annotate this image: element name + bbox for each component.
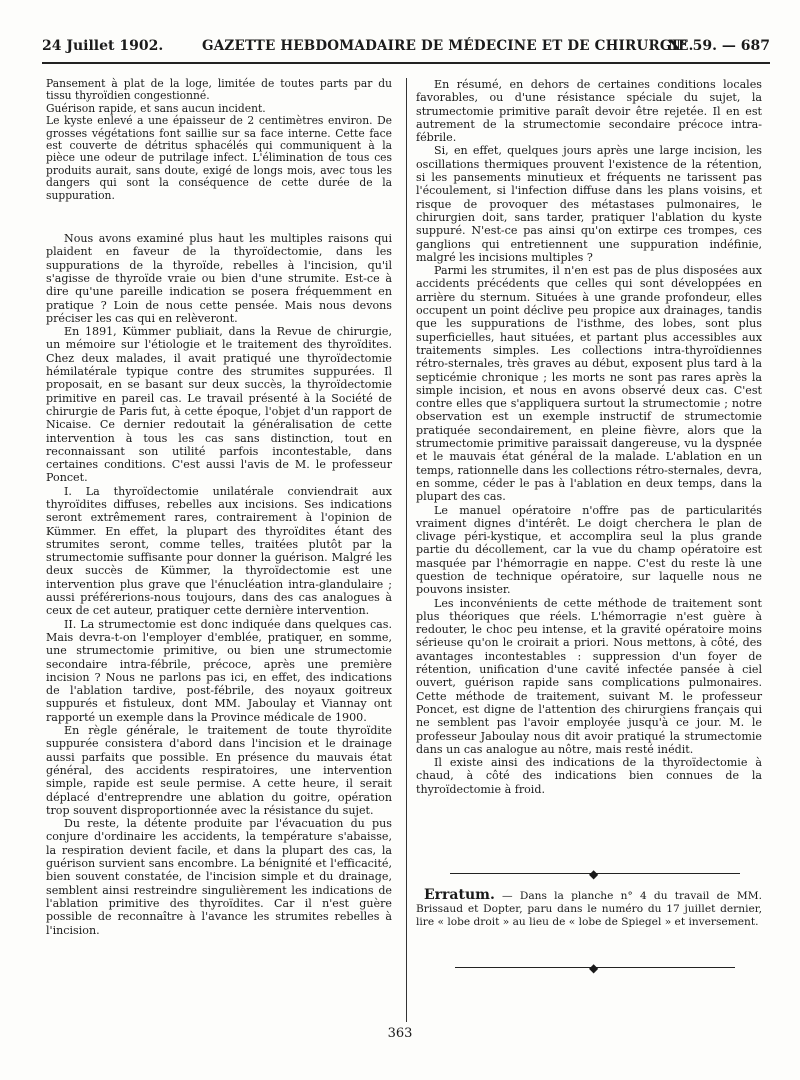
page-folio: 363: [387, 1026, 413, 1041]
case-note: [46, 78, 392, 202]
paragraph: Parmi les strumites, il n'en est pas de plus disposées aux accidents précédents que celles qui sont développées en arrière du sternum. Situées à une grande profondeur, elles occupent un point déclive peu propice aux drainages, tandis que les suppurations de l'isthme, des lobes, sont plus superficielles, haut situées, et partant plus accessibles aux traitements simples. Les collections intra-thyroïdiennes rétro-sternales, très graves au début, exposent plus tard à la septicémie chronique ; les morts ne sont pas rares après la simple incision, et nous en avons observé deux cas. C'est contre elles que s'appliquera surtout la strumectomie ; notre observation est un exemple instructif de strumectomie pratiquée secondairement, en pleine fièvre, alors que la strumectomie primitive paraissait dangereuse, vu la dyspnée et le mauvais état général de la malade. L'ablation en un temps, rationnelle dans les collections rétro-sternales, devra, en somme, céder le pas à l'ablation en deux temps, dans la plupart des cas.: [416, 264, 762, 504]
erratum-text: — Dans la planche n° 4 du travail de MM. Brissaud et Dopter, paru dans le numéro du 17 juillet dernier, lire « lobe droit » au lieu de « lobe de Spiegel » et inversement.: [416, 890, 762, 928]
paragraph: Si, en effet, quelques jours après une large incision, les oscillations thermiques prouvent l'existence de la rétention, si les pansements minutieux et fréquents ne tarissent pas l'écoulement, si l'infection diffuse dans les plans voisins, et risque de provoquer des métastases pulmonaires, le chirurgien doit, sans tarder, pratiquer l'ablation du kyste suppuré. N'est-ce pas ainsi qu'on extirpe ces trompes, ces ganglions qui entretiennent une suppuration indéfinie, malgré les incisions multiples ?: [416, 144, 762, 264]
paragraph: En résumé, en dehors de certaines conditions locales favorables, ou d'une résistance spéciale du sujet, la strumectomie primitive paraît devoir être rejetée. Il en est autrement de la strumectomie secondaire précoce intra-fébrile.: [416, 78, 762, 145]
paragraph: Le kyste enlevé a une épaisseur de 2 centimètres environ. De grosses végétations font saillie sur sa face interne. Cette face est couverte de détritus sphacélés qui communiquent à la pièce une odeur de putrilage infect. L'élimination de tous ces produits aurait, sans doute, exigé de longs mois, avec tous les dangers qui sont la conséquence de cette durée de la suppuration.: [46, 114, 392, 202]
ornamental-separator: ◆: [455, 962, 735, 974]
erratum-label: Erratum.: [424, 887, 495, 903]
paragraph: Le manuel opératoire n'offre pas de particularités vraiment dignes d'intérêt. Le doigt cherchera le plan de clivage péri-kystique, et accomplira seul la plus grande partie du décollement, car la vue du champ opératoire est masquée par l'hémorragie en nappe. C'est du reste là une question de technique opératoire, sur laquelle nous ne pouvons insister.: [416, 503, 762, 597]
journal-title: GAZETTE HEBDOMADAIRE DE MÉDECINE ET DE CHIRURGIE.: [202, 38, 694, 54]
column-divider: [406, 78, 407, 1022]
paragraph: II. La strumectomie est donc indiquée dans quelques cas. Mais devra-t-on l'employer d'emblée, pratiquer, en somme, une strumectomie primitive, ou bien une strumectomie secondaire intra-fébrile, précoce, après une première incision ? Nous ne parlons pas ici, en effet, des indications de l'ablation tardive, post-fébrile, des noyaux goitreux suppurés et fistuleux, dont MM. Jaboulay et Viannay ont rapporté un exemple dans la Province médicale de 1900.: [46, 617, 392, 724]
paragraph: Il existe ainsi des indications de la thyroïdectomie à chaud, à côté des indications bien connues de la thyroïdectomie à froid.: [416, 756, 762, 796]
issue-page-number: N° 59. — 687: [668, 38, 770, 54]
right-column: [416, 78, 762, 796]
paragraph: Les inconvénients de cette méthode de traitement sont plus théoriques que réels. L'hémorragie n'est guère à redouter, le choc peu intense, et la gravité opératoire moins sérieuse qu'on le croirait a priori. Nous mettons, à côté, des avantages incontestables : suppression d'un foyer de rétention, unification d'une cavité infectée pansée à ciel ouvert, guérison rapide sans complications pulmonaires. Cette méthode de traitement, suivant M. le professeur Poncet, est digne de l'attention des chirurgiens français qui ne semblent pas l'avoir employée jusqu'à ce jour. M. le professeur Jaboulay nous dit avoir pratiqué la strumectomie dans un cas analogue au nôtre, mais resté inédit.: [416, 596, 762, 756]
erratum-notice: [416, 889, 762, 929]
paragraph: En 1891, Kümmer publiait, dans la Revue de chirurgie, un mémoire sur l'étiologie et le traitement des thyroïdites. Chez deux malades, il avait pratiqué une thyroïdectomie hémilatérale typique contre des strumites suppurées. Il proposait, en se basant sur deux succès, la thyroïdectomie primitive en pareil cas. Le travail présenté à la Société de chirurgie de Paris fut, à cette époque, l'objet d'un rapport de Nicaise. Ce dernier redoutait la généralisation de cette intervention à tous les cas sans distinction, tout en reconnaissant son utilité parfois incontestable, dans certaines conditions. C'est aussi l'avis de M. le professeur Poncet.: [46, 325, 392, 485]
paragraph: Du reste, la détente produite par l'évacuation du pus conjure d'ordinaire les accidents, la température s'abaisse, la respiration devient facile, et dans la plupart des cas, la guérison survient sans encombre. La bénignité et l'efficacité, bien souvent constatée, de l'incision simple et du drainage, semblent ainsi restreindre singulièrement les indications de l'ablation primitive des thyroïdites. Car il n'est guère possible de reconnaître à l'avance les strumites rebelles à l'incision.: [46, 817, 392, 937]
paragraph: Guérison rapide, et sans aucun incident.: [46, 101, 266, 115]
paragraph: I. La thyroïdectomie unilatérale conviendrait aux thyroïdites diffuses, rebelles aux incisions. Ses indications seront extrêmement rares, contrairement à l'opinion de Kümmer. En effet, la plupart des thyroïdites étant des strumites seront, comme telles, traitées plutôt par la strumectomie suffisante pour donner la guérison. Malgré les deux succès de Kümmer, la thyroïdectomie est une intervention plus grave que l'énucléation intra-glandulaire ; aussi préférerions-nous toujours, dans des cas analogues à ceux de cet auteur, pratiquer cette dernière intervention.: [46, 484, 392, 618]
paragraph: Nous avons examiné plus haut les multiples raisons qui plaident en faveur de la thyroïdectomie, dans les suppurations de la thyroïde, rebelles à l'incision, qu'il s'agisse de thyroïde vraie ou bien d'une strumite. Est-ce à dire qu'une pareille indication se posera fréquemment en pratique ? Loin de nous cette pensée. Mais nous devons préciser les cas qui en relèveront.: [46, 232, 392, 325]
header-rule: [42, 62, 770, 64]
header-date: 24 Juillet 1902.: [42, 38, 164, 54]
paragraph: Pansement à plat de la loge, limitée de toutes parts par du tissu thyroïdien congestionné.: [46, 77, 392, 103]
ornamental-separator: ◆: [450, 868, 740, 880]
left-column: [46, 78, 392, 937]
paragraph: En règle générale, le traitement de toute thyroïdite suppurée consistera d'abord dans l'incision et le drainage aussi parfaits que possible. En présence du mauvais état général, des accidents respiratoires, une intervention simple, rapide est seule permise. A cette heure, il serait déplacé d'entreprendre une ablation du goitre, opération trop souvent disproportionnée avec la résistance du sujet.: [46, 724, 392, 817]
running-header: [42, 38, 770, 60]
